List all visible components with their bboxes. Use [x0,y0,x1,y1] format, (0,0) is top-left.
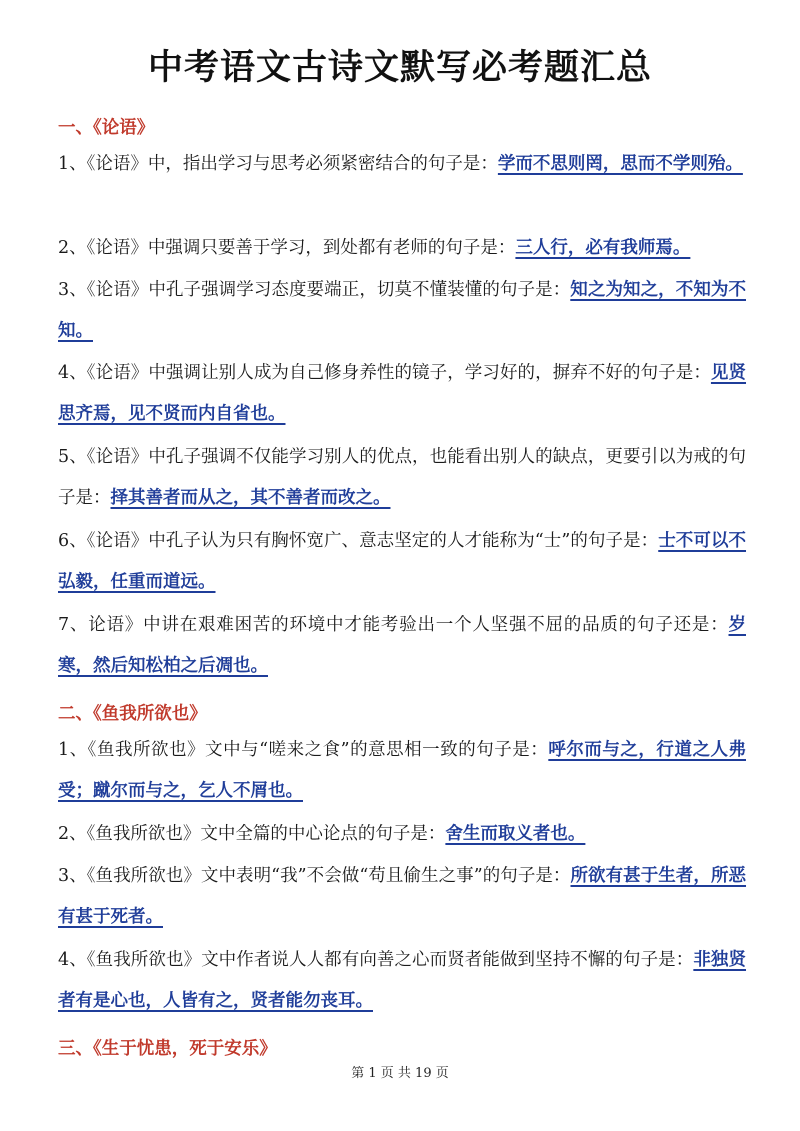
answer-text: 呼尔而与之，行道之人弗受；蹴尔而与之，乞人不屑也。 [58,740,746,801]
page-footer: 第 1 页 共 19 页 [351,1066,449,1081]
question-text: 4、《鱼我所欲也》文中作者说人人都有向善之心而贤者能做到坚持不懈的句子是： [58,950,694,970]
answer-text: 择其善者而从之，其不善者而改之。 [110,488,391,508]
question-item [58,270,746,352]
section-heading-shengyuyouhuan: 三、《生于忧患，死于安乐》 [58,1039,277,1059]
section-heading-yuwosuoyuye: 二、《鱼我所欲也》 [58,704,207,724]
question-text: 1、《论语》中，指出学习与思考必须紧密结合的句子是： [58,154,498,174]
question-item [58,521,746,603]
answer-text: 三人行，必有我师焉。 [515,238,691,258]
answer-text: 所欲有甚于生者，所恶有甚于死者。 [58,866,747,927]
answer-text: 士不可以不弘毅，任重而道远。 [58,531,747,592]
question-item [58,814,746,855]
question-text: 2、《论语》中强调只要善于学习，到处都有老师的句子是： [58,238,516,258]
answer-text: 舍生而取义者也。 [445,824,586,844]
question-item [58,228,746,269]
question-item [58,605,746,687]
answer-text: 见贤思齐焉，见不贤而内自省也。 [58,363,747,424]
answer-text: 学而不思则罔，思而不学则殆。 [497,154,743,174]
question-text: 7、论语》中讲在艰难困苦的环境中才能考验出一个人坚强不屈的品质的句子还是： [58,615,729,635]
question-item [58,856,746,938]
question-text: 1、《鱼我所欲也》文中与“嗟来之食”的意思相一致的句子是： [58,740,549,760]
question-text: 6、《论语》中孔子认为只有胸怀宽广、意志坚定的人才能称为“士”的句子是： [58,531,659,551]
section-heading-lunyu: 一、《论语》 [58,118,155,138]
question-item [58,730,746,812]
question-text: 3、《鱼我所欲也》文中表明“我”不会做“苟且偷生之事”的句子是： [58,866,571,886]
question-text: 4、《论语》中强调让别人成为自己修身养性的镜子，学习好的，摒弃不好的句子是： [58,363,711,383]
question-item [58,437,746,519]
answer-text: 岁寒，然后知松柏之后凋也。 [58,615,746,676]
question-text: 5、《论语》中孔子强调不仅能学习别人的优点，也能看出别人的缺点，更要引以为戒的句子是： [58,447,746,508]
question-text: 2、《鱼我所欲也》文中全篇的中心论点的句子是： [58,824,446,844]
question-text: 3、《论语》中孔子强调学习态度要端正，切莫不懂装懂的句子是： [58,280,571,300]
page-title: 中考语文古诗文默写必考题汇总 [147,47,652,88]
question-item [58,144,746,185]
answer-text: 知之为知之，不知为不知。 [58,280,746,341]
answer-text: 非独贤者有是心也，人皆有之，贤者能勿丧耳。 [58,950,747,1011]
question-item [58,940,746,1022]
question-item [58,353,746,435]
